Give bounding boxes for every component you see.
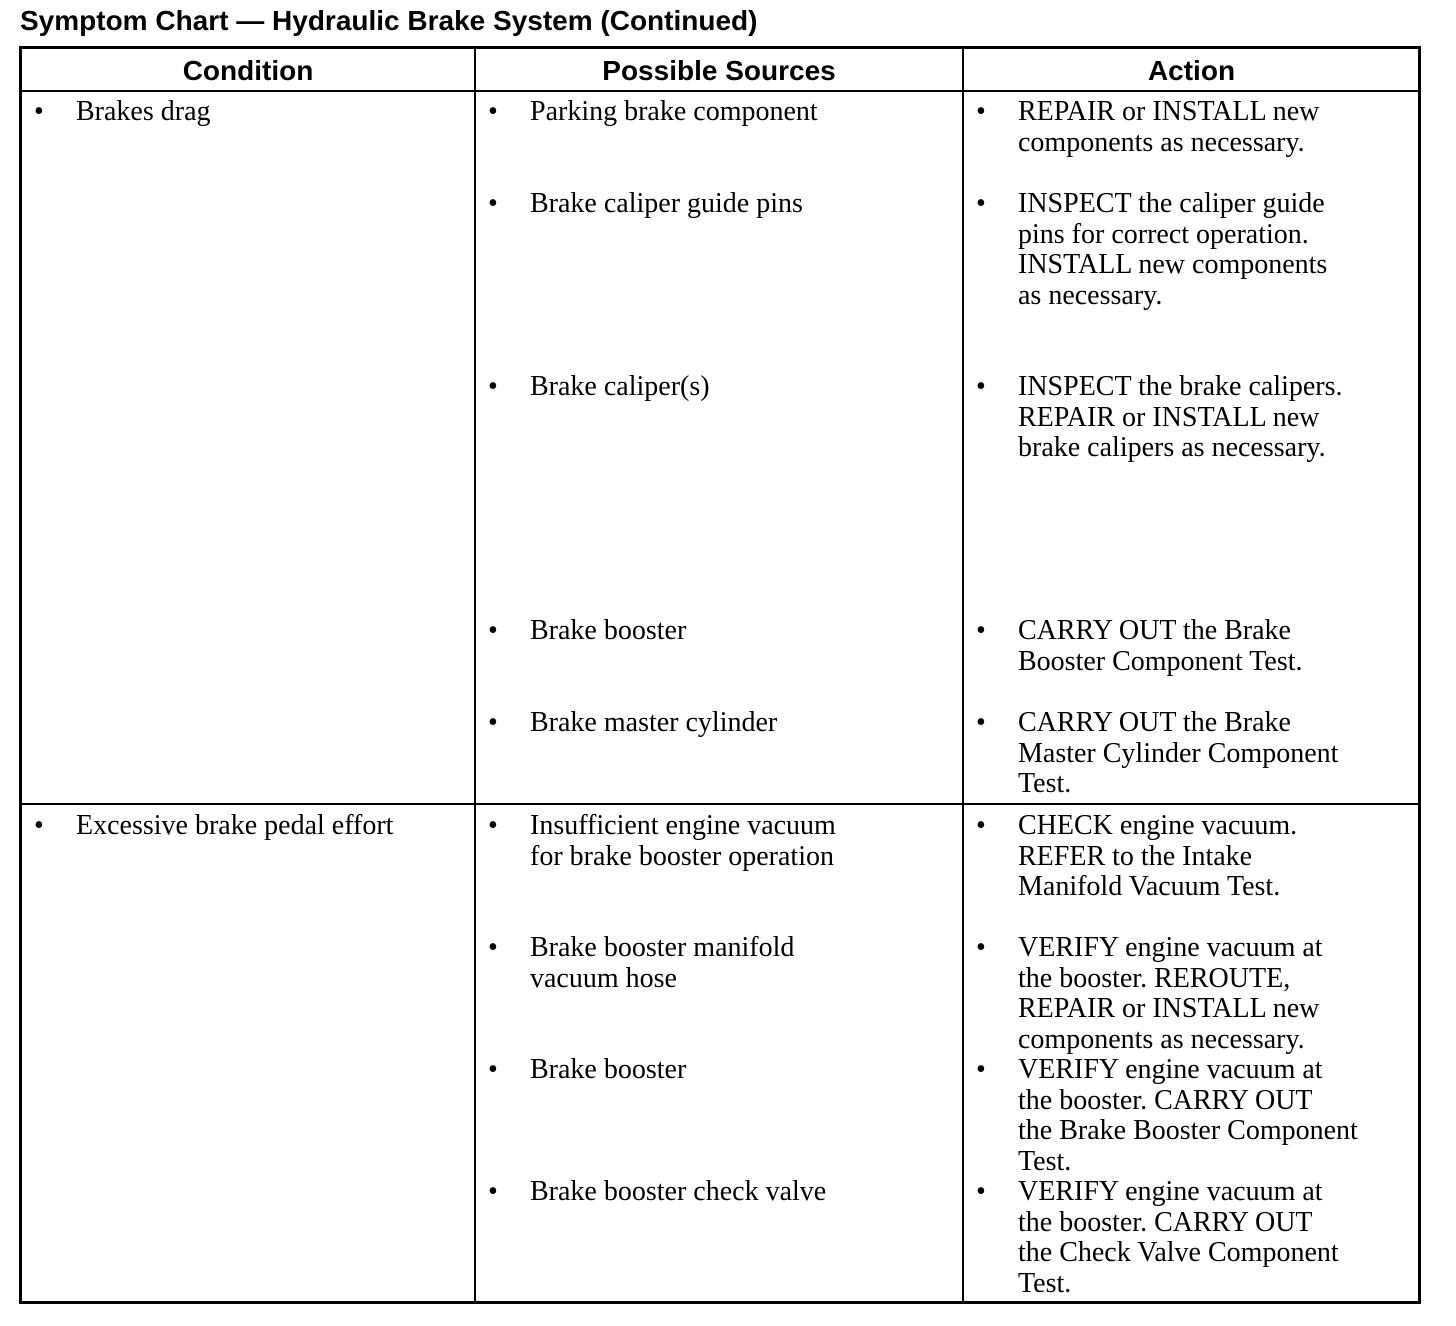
bullet: • <box>976 96 986 127</box>
action-line: the booster. CARRY OUT <box>1018 1084 1313 1116</box>
action-line: REPAIR or INSTALL new <box>1018 993 1320 1024</box>
page-title: Symptom Chart — Hydraulic Brake System (Continued) <box>20 5 758 36</box>
bullet: • <box>976 615 986 646</box>
action-cell <box>976 1054 1358 1177</box>
action-cell <box>976 810 1298 903</box>
bullet: • <box>976 188 986 219</box>
condition-cell <box>34 810 394 842</box>
action-cell <box>976 932 1323 1055</box>
action-line: brake calipers as necessary. <box>1018 432 1326 463</box>
source-cell <box>488 1054 687 1086</box>
source-line: Brake booster <box>530 615 687 646</box>
action-line: INSTALL new components <box>1018 249 1328 280</box>
source-cell <box>488 371 710 403</box>
bullet: • <box>488 810 498 841</box>
action-line: REPAIR or INSTALL new <box>1018 96 1320 127</box>
bullet: • <box>488 371 498 402</box>
action-line: components as necessary. <box>1018 1023 1305 1055</box>
source-cell <box>488 188 803 220</box>
column-header-possible-sources: Possible Sources <box>602 55 836 86</box>
action-line: components as necessary. <box>1018 126 1305 158</box>
source-cell <box>488 615 687 647</box>
action-line: as necessary. <box>1018 279 1163 311</box>
condition-text: Excessive brake pedal effort <box>76 810 394 841</box>
row-divider <box>22 803 1418 805</box>
source-line: vacuum hose <box>530 962 677 994</box>
action-line: Master Cylinder Component <box>1018 737 1339 769</box>
condition-text: Brakes drag <box>76 96 211 127</box>
action-line: the Brake Booster Component <box>1018 1115 1358 1146</box>
bullet: • <box>976 1176 986 1207</box>
condition-cell <box>34 96 211 128</box>
action-line: CARRY OUT the Brake <box>1018 615 1291 646</box>
action-cell <box>976 1176 1339 1299</box>
bullet: • <box>976 1054 986 1085</box>
source-line: Brake caliper guide pins <box>530 188 803 219</box>
source-line: Brake booster manifold <box>530 932 795 963</box>
action-line: VERIFY engine vacuum at <box>1018 1054 1323 1085</box>
bullet: • <box>976 371 986 402</box>
symptom-chart-table <box>19 46 1421 1304</box>
action-cell <box>976 188 1328 311</box>
column-header-action: Action <box>1147 55 1236 86</box>
action-line: VERIFY engine vacuum at <box>1018 932 1323 963</box>
bullet: • <box>976 810 986 841</box>
action-line: REPAIR or INSTALL new <box>1018 401 1320 433</box>
column-header-condition: Condition <box>182 55 314 86</box>
action-line: the booster. REROUTE, <box>1018 962 1291 994</box>
header-divider <box>22 90 1418 92</box>
bullet: • <box>488 96 498 127</box>
source-line: Brake booster <box>530 1054 687 1085</box>
bullet: • <box>488 932 498 963</box>
action-line: INSPECT the caliper guide <box>1018 188 1325 219</box>
source-line: Insufficient engine vacuum <box>530 810 836 841</box>
action-line: REFER to the Intake <box>1018 840 1253 872</box>
action-cell <box>976 707 1339 800</box>
action-line: Test. <box>1018 1145 1072 1177</box>
action-line: INSPECT the brake calipers. <box>1018 371 1343 402</box>
action-line: pins for correct operation. <box>1018 218 1309 250</box>
source-cell <box>488 96 818 128</box>
action-line: CARRY OUT the Brake <box>1018 707 1291 738</box>
source-cell <box>488 707 778 739</box>
column-divider <box>962 49 964 1301</box>
bullet: • <box>488 1054 498 1085</box>
source-line: for brake booster operation <box>530 840 834 872</box>
source-cell <box>488 932 795 994</box>
bullet: • <box>976 707 986 738</box>
bullet: • <box>488 188 498 219</box>
bullet: • <box>488 1176 498 1207</box>
action-line: Booster Component Test. <box>1018 645 1303 677</box>
source-line: Parking brake component <box>530 96 818 127</box>
action-line: VERIFY engine vacuum at <box>1018 1176 1323 1207</box>
bullet: • <box>34 96 44 127</box>
action-line: the Check Valve Component <box>1018 1237 1339 1268</box>
action-line: Test. <box>1018 768 1072 799</box>
bullet: • <box>488 615 498 646</box>
action-line: CHECK engine vacuum. <box>1018 810 1298 841</box>
action-line: Manifold Vacuum Test. <box>1018 871 1281 902</box>
bullet: • <box>488 707 498 738</box>
action-cell <box>976 371 1343 464</box>
source-cell <box>488 1176 827 1208</box>
action-cell <box>976 96 1320 158</box>
action-line: Test. <box>1018 1267 1072 1299</box>
bullet: • <box>34 810 44 841</box>
source-line: Brake caliper(s) <box>530 371 710 402</box>
column-divider <box>474 49 476 1301</box>
bullet: • <box>976 932 986 963</box>
source-line: Brake booster check valve <box>530 1176 827 1207</box>
source-line: Brake master cylinder <box>530 707 778 738</box>
action-line: the booster. CARRY OUT <box>1018 1206 1313 1238</box>
source-cell <box>488 810 836 872</box>
action-cell <box>976 615 1303 677</box>
